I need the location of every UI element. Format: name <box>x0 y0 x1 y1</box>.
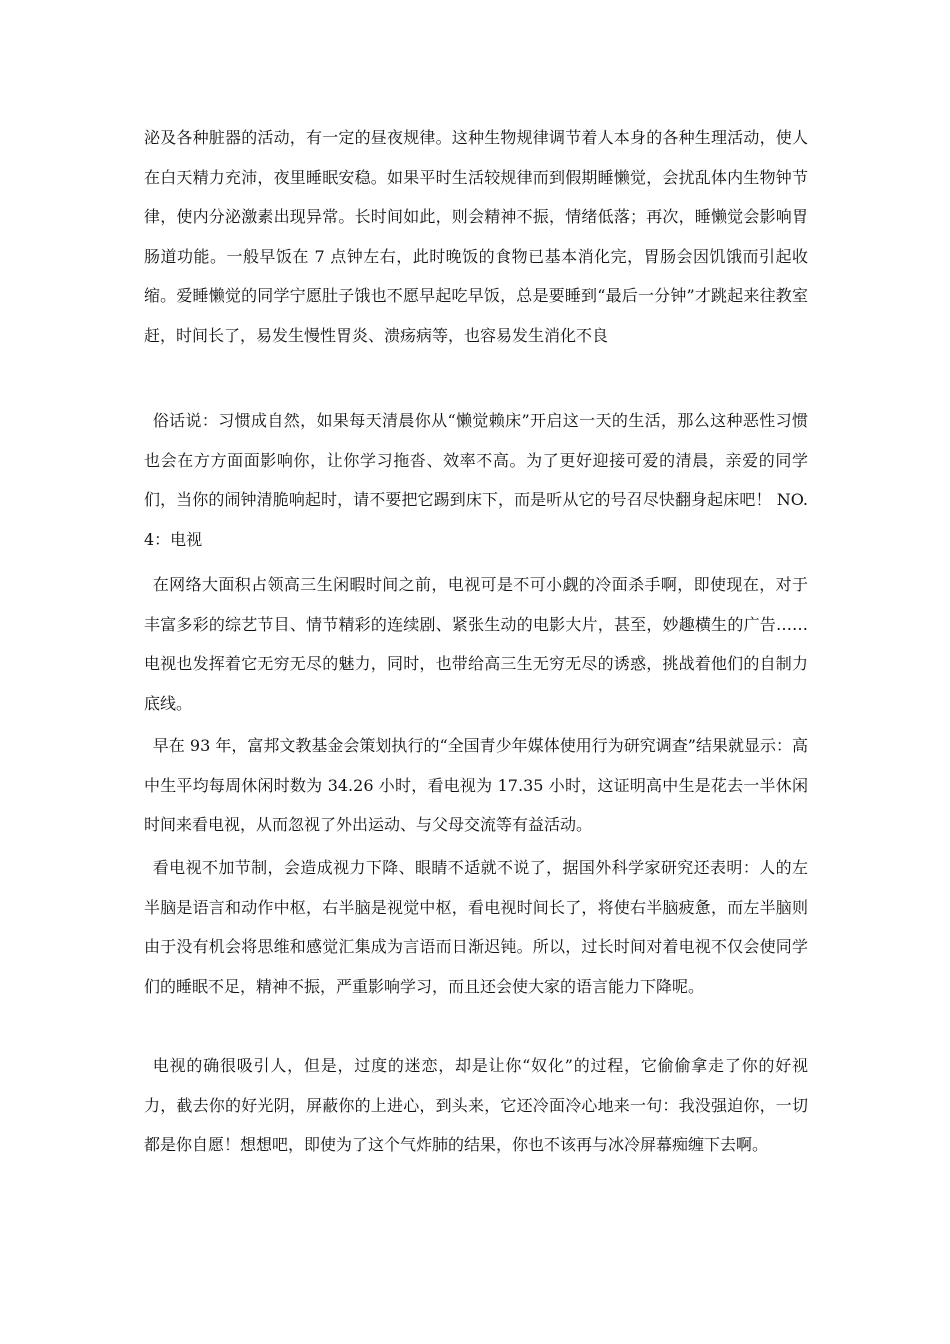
paragraph-tv-intro: 在网络大面积占领高三生闲暇时间之前，电视可是不可小觑的冷面杀手啊，即使现在，对于丰富多彩的综艺节目、情节精彩的连续剧、紧张生动的电影大片，甚至，妙趣横生的广告……电视也发挥着它无穷无尽的魅力，同时，也带给高三生无穷无尽的诱惑，挑战着他们的自制力底线。 <box>144 575 808 713</box>
paragraph-tv-survey: 早在 93 年，富邦文教基金会策划执行的“全国青少年媒体使用行为研究调查”结果就显示：高中生平均每周休闲时数为 34.26 小时，看电视为 17.35 小时，这证明高中生是花去一半休闲时间来看电视，从而忽视了外出运动、与父母交流等有益活动。 <box>144 736 808 834</box>
paragraph-habit: 俗话说：习惯成自然，如果每天清晨你从“懒觉赖床”开启这一天的生活，那么这种恶性习惯也会在方方面面影响你，让你学习拖沓、效率不高。为了更好迎接可爱的清晨，亲爱的同学们，当你的闹钟清脆响起时，请不要把它踢到床下，而是听从它的号召尽快翻身起床吧！ NO.4：电视 <box>144 411 808 549</box>
paragraph-sleep-continued: 泌及各种脏器的活动，有一定的昼夜规律。这种生物规律调节着人本身的各种生理活动，使人在白天精力充沛，夜里睡眠安稳。如果平时生活较规律而到假期睡懒觉，会扰乱体内生物钟节律，使内分泌激素出现异常。长时间如此，则会精神不振，情绪低落；再次，睡懒觉会影响胃肠道功能。一般早饭在 7 点钟左右，此时晚饭的食物已基本消化完，胃肠会因饥饿而引起收缩。爱睡懒觉的同学宁愿肚子饿也不愿早起吃早饭，总是要睡到“最后一分钟”才跳起来往教室赶，时间长了，易发生慢性胃炎、溃疡病等，也容易发生消化不良 <box>144 128 808 345</box>
paragraph-tv-harm: 看电视不加节制，会造成视力下降、眼睛不适就不说了，据国外科学家研究还表明：人的左半脑是语言和动作中枢，右半脑是视觉中枢，看电视时间长了，将使右半脑疲惫，而左半脑则由于没有机会将思维和感觉汇集成为言语而日渐迟钝。所以，过长时间对着电视不仅会使同学们的睡眠不足，精神不振，严重影响学习，而且还会使大家的语言能力下降呢。 <box>144 858 808 996</box>
paragraph-tv-conclusion: 电视的确很吸引人，但是，过度的迷恋，却是让你“奴化”的过程，它偷偷拿走了你的好视力，截去你的好光阴，屏蔽你的上进心，到头来，它还冷面冷心地来一句：我没强迫你，一切都是你自愿！想想吧，即使为了这个气炸肺的结果，你也不该再与冰冷屏幕痴缠下去啊。 <box>144 1056 808 1154</box>
